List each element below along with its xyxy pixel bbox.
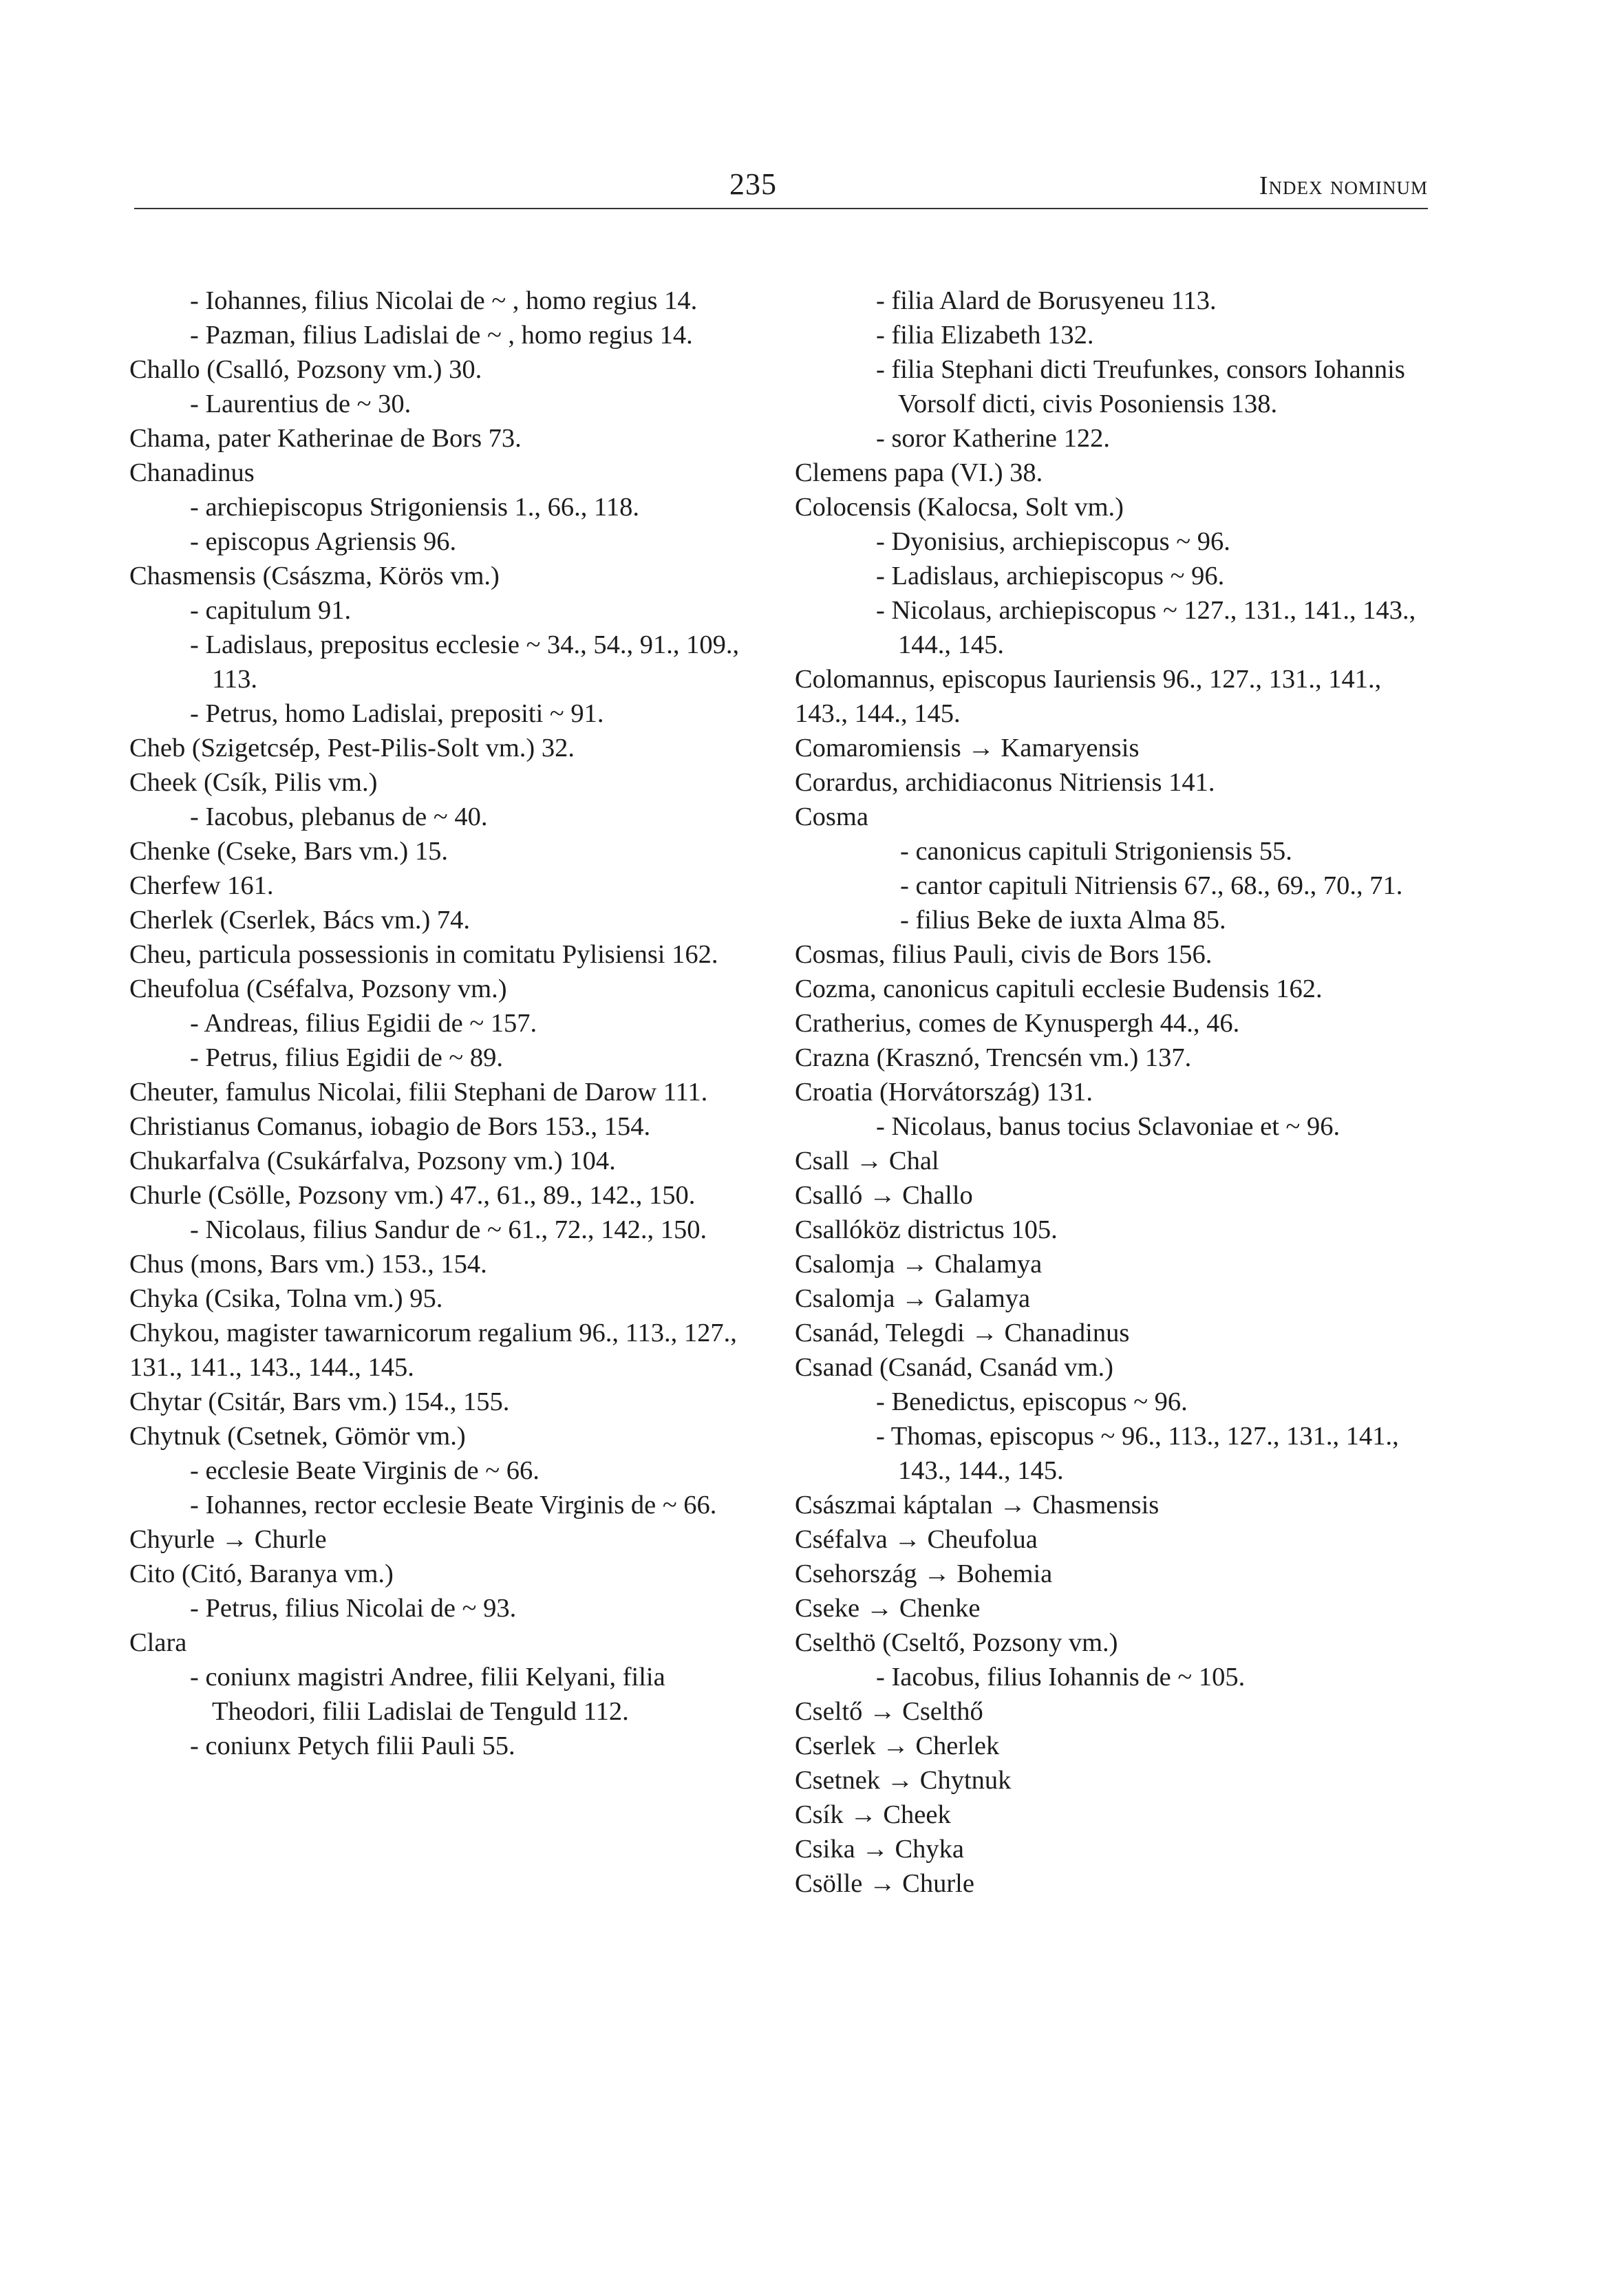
index-subentry: - Ladislaus, archiepiscopus ~ 96. bbox=[876, 562, 1225, 590]
index-subentry: - Iohannes, filius Nicolai de ~ , homo regius 14. bbox=[190, 286, 698, 315]
index-headword: Cheuter, famulus Nicolai, filii Stephani de Darow 111. bbox=[129, 1078, 708, 1107]
index-subentry: - Petrus, homo Ladislai, prepositi ~ 91. bbox=[190, 699, 604, 728]
index-headword: Chytar (Csitár, Bars vm.) 154., 155. bbox=[129, 1387, 510, 1416]
index-subentry: - Dyonisius, archiepiscopus ~ 96. bbox=[876, 527, 1230, 556]
index-subentry: - cantor capituli Nitriensis 67., 68., 69., 70., 71. bbox=[900, 871, 1403, 900]
left-index-column bbox=[129, 284, 752, 1763]
index-subentry: - Laurentius de ~ 30. bbox=[190, 390, 412, 418]
index-subentry: - Pazman, filius Ladislai de ~ , homo regius 14. bbox=[190, 321, 693, 350]
index-subentry: - canonicus capituli Strigoniensis 55. bbox=[900, 837, 1292, 866]
index-headword: Cosma bbox=[795, 802, 868, 831]
index-subentry: - Nicolaus, banus tocius Sclavoniae et ~ 96. bbox=[876, 1112, 1340, 1141]
right-index-column bbox=[795, 284, 1429, 1901]
index-headword: Cozma, canonicus capituli ecclesie Budensis 162. bbox=[795, 974, 1323, 1003]
running-title: Index nominum bbox=[1259, 171, 1428, 200]
index-subentry: - filia Alard de Borusyeneu 113. bbox=[876, 286, 1217, 315]
index-headword: Csík → Cheek bbox=[795, 1800, 951, 1829]
index-headword: Chenke (Cseke, Bars vm.) 15. bbox=[129, 837, 448, 866]
index-headword: Cito (Citó, Baranya vm.) bbox=[129, 1559, 394, 1588]
index-subentry: - Nicolaus, filius Sandur de ~ 61., 72., 142., 150. bbox=[190, 1215, 707, 1244]
index-headword: Cseke → Chenke bbox=[795, 1594, 981, 1623]
index-headword: Csalomja → Galamya bbox=[795, 1284, 1031, 1313]
index-subentry: - archiepiscopus Strigoniensis 1., 66., 118. bbox=[190, 493, 639, 522]
index-headword: Császmai káptalan → Chasmensis bbox=[795, 1491, 1160, 1520]
index-subentry: - Ladislaus, prepositus ecclesie ~ 34., 54., 91., 109., 113. bbox=[190, 630, 740, 694]
index-subentry: - coniunx magistri Andree, filii Kelyani, filia Theodori, filii Ladislai de Tenguld 112. bbox=[190, 1663, 665, 1726]
index-subentry: - Andreas, filius Egidii de ~ 157. bbox=[190, 1009, 537, 1038]
index-headword: Cheb (Szigetcsép, Pest-Pilis-Solt vm.) 32. bbox=[129, 734, 575, 763]
index-subentry: - filia Elizabeth 132. bbox=[876, 321, 1094, 350]
index-subentry: - filius Beke de iuxta Alma 85. bbox=[900, 906, 1226, 935]
index-headword: Chyka (Csika, Tolna vm.) 95. bbox=[129, 1284, 443, 1313]
index-headword: Churle (Csölle, Pozsony vm.) 47., 61., 89., 142., 150. bbox=[129, 1181, 696, 1210]
index-headword: Cheufolua (Cséfalva, Pozsony vm.) bbox=[129, 974, 507, 1003]
index-headword: Csalló → Challo bbox=[795, 1181, 973, 1210]
page-number: 235 bbox=[729, 167, 777, 201]
index-subentry: - ecclesie Beate Virginis de ~ 66. bbox=[190, 1456, 539, 1485]
index-headword: Chyurle → Churle bbox=[129, 1525, 327, 1554]
index-subentry: - Petrus, filius Nicolai de ~ 93. bbox=[190, 1594, 517, 1623]
index-headword: Cosmas, filius Pauli, civis de Bors 156. bbox=[795, 940, 1212, 969]
index-subentry: - coniunx Petych filii Pauli 55. bbox=[190, 1731, 515, 1760]
index-headword: Csetnek → Chytnuk bbox=[795, 1766, 1012, 1795]
index-subentry: - capitulum 91. bbox=[190, 596, 352, 625]
index-headword: Chytnuk (Csetnek, Gömör vm.) bbox=[129, 1422, 466, 1451]
index-headword: Crazna (Krasznó, Trencsén vm.) 137. bbox=[795, 1043, 1192, 1072]
index-headword: Comaromiensis → Kamaryensis bbox=[795, 734, 1140, 763]
index-headword: Chukarfalva (Csukárfalva, Pozsony vm.) 104. bbox=[129, 1147, 616, 1175]
index-headword: Cselthö (Cseltő, Pozsony vm.) bbox=[795, 1628, 1118, 1657]
index-headword: Cséfalva → Cheufolua bbox=[795, 1525, 1038, 1554]
index-subentry: - Petrus, filius Egidii de ~ 89. bbox=[190, 1043, 503, 1072]
index-headword: Christianus Comanus, iobagio de Bors 153., 154. bbox=[129, 1112, 651, 1141]
index-headword: Cherfew 161. bbox=[129, 871, 274, 900]
index-headword: Corardus, archidiaconus Nitriensis 141. bbox=[795, 768, 1215, 797]
index-subentry: - Nicolaus, archiepiscopus ~ 127., 131., 141., 143., 144., 145. bbox=[876, 596, 1416, 659]
index-headword: Colocensis (Kalocsa, Solt vm.) bbox=[795, 493, 1124, 522]
index-headword: Csallóköz districtus 105. bbox=[795, 1215, 1058, 1244]
index-subentry: - filia Stephani dicti Treufunkes, consors Iohannis Vorsolf dicti, civis Posoniensis 138. bbox=[876, 355, 1405, 418]
index-headword: Chama, pater Katherinae de Bors 73. bbox=[129, 424, 522, 453]
index-headword: Clara bbox=[129, 1628, 187, 1657]
index-headword: Clemens papa (VI.) 38. bbox=[795, 458, 1043, 487]
index-headword: Csehország → Bohemia bbox=[795, 1559, 1053, 1588]
index-headword: Cherlek (Cserlek, Bács vm.) 74. bbox=[129, 906, 471, 935]
index-headword: Csölle → Churle bbox=[795, 1869, 974, 1898]
index-subentry: - soror Katherine 122. bbox=[876, 424, 1110, 453]
index-headword: Csanád, Telegdi → Chanadinus bbox=[795, 1319, 1130, 1347]
index-subentry: - Iohannes, rector ecclesie Beate Virginis de ~ 66. bbox=[190, 1491, 717, 1520]
index-headword: Cratherius, comes de Kynuspergh 44., 46. bbox=[795, 1009, 1240, 1038]
index-headword: Croatia (Horvátország) 131. bbox=[795, 1078, 1093, 1107]
index-headword: Csika → Chyka bbox=[795, 1835, 964, 1864]
index-subentry: - Iacobus, plebanus de ~ 40. bbox=[190, 802, 488, 831]
index-headword: Challo (Csalló, Pozsony vm.) 30. bbox=[129, 355, 482, 384]
index-headword: Csall → Chal bbox=[795, 1147, 939, 1175]
index-subentry: - Benedictus, episcopus ~ 96. bbox=[876, 1387, 1188, 1416]
index-headword: Csalomja → Chalamya bbox=[795, 1250, 1043, 1279]
index-headword: Csanad (Csanád, Csanád vm.) bbox=[795, 1353, 1113, 1382]
index-headword: Chus (mons, Bars vm.) 153., 154. bbox=[129, 1250, 487, 1279]
index-headword: Cserlek → Cherlek bbox=[795, 1731, 1000, 1760]
index-headword: Chykou, magister tawarnicorum regalium 96., 113., 127., 131., 141., 143., 144., 145. bbox=[129, 1319, 737, 1382]
header-rule bbox=[134, 208, 1428, 209]
index-headword: Chasmensis (Császma, Körös vm.) bbox=[129, 562, 500, 590]
index-headword: Cheu, particula possessionis in comitatu Pylisiensi 162. bbox=[129, 940, 718, 969]
index-headword: Cheek (Csík, Pilis vm.) bbox=[129, 768, 378, 797]
index-headword: Cseltő → Cselthő bbox=[795, 1697, 983, 1726]
index-headword: Colomannus, episcopus Iauriensis 96., 127., 131., 141., 143., 144., 145. bbox=[795, 665, 1382, 728]
index-subentry: - Thomas, episcopus ~ 96., 113., 127., 131., 141., 143., 144., 145. bbox=[876, 1422, 1399, 1485]
index-subentry: - episcopus Agriensis 96. bbox=[190, 527, 457, 556]
index-headword: Chanadinus bbox=[129, 458, 255, 487]
index-subentry: - Iacobus, filius Iohannis de ~ 105. bbox=[876, 1663, 1246, 1692]
